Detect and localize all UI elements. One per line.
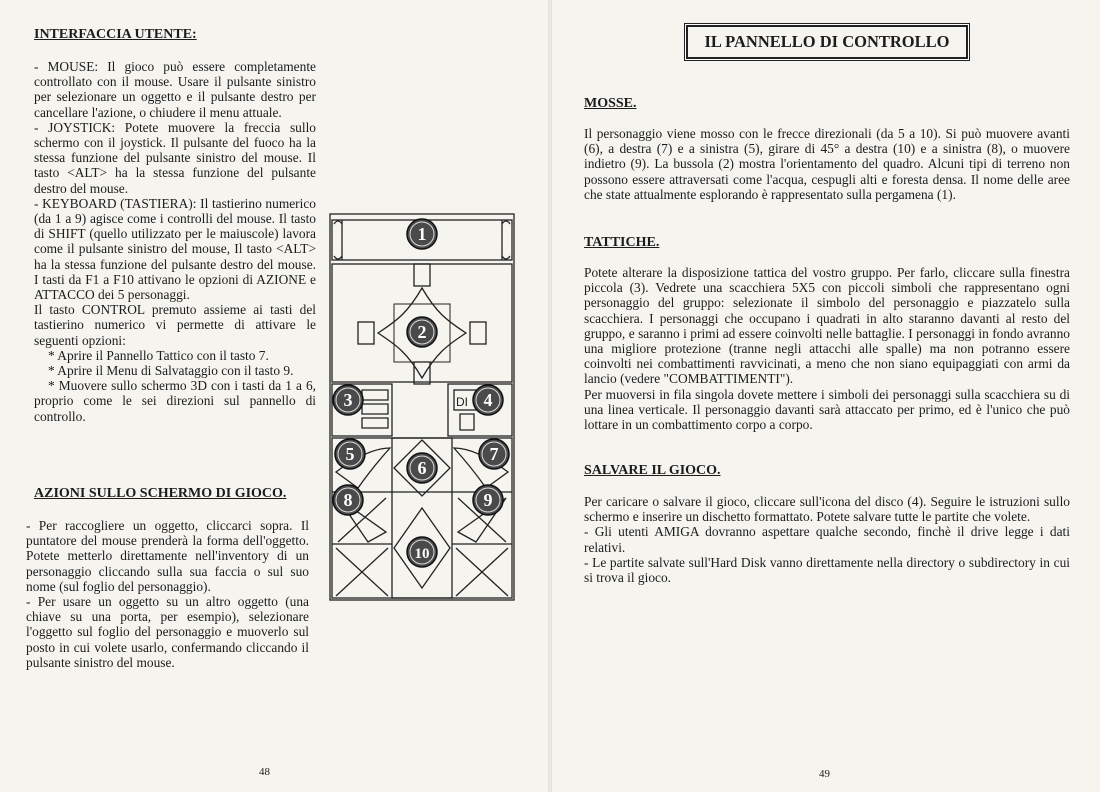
- moves-paragraph: Il personaggio viene mosso con le frecce direzionali (da 5 a 10). Si può muovere avanti (6), a destra (7) e a sinistra (5), girare di 45° a destra (10) e a sinistra (8), o muovere indietro (9). La bussola (2) mostra l'orientamento del quadro. Alcuni tipi di terreno non possono essere attraversati come l'acqua, cespugli alti e foresta densa. Il nome delle aree che state attualmente esplorando è rappresentato sulla pergamena (1).: [584, 126, 1070, 202]
- interface-text: [34, 59, 316, 424]
- diagram-label-8: [333, 485, 363, 515]
- diagram-label-6: [407, 453, 437, 483]
- tactics-paragraph: Potete alterare la disposizione tattica del vostro gruppo. Per farlo, cliccare sulla finestra piccola (3). Vedrete una scacchiera 5X5 con piccoli simboli che rappresentano ogni personaggio del gruppo: selezionate il simbolo del personaggio e piazzatelo sulla scacchiera. I personaggi che occupano i quadrati in alto staranno davanti al resto del gruppo, e saranno i primi ad essere coinvolti nelle battaglie. I personaggi in fondo avranno una migliore protezione (tranne negli attacchi alle spalle) ma non potranno essere coinvolti nei combattimenti ravvicinati, a meno che non siano equipaggiati con armi da lancio (vedere "COMBATTIMENTI").: [584, 265, 1070, 387]
- left-page: [0, 0, 548, 792]
- moves-text: [584, 126, 1070, 202]
- diagram-label-5: [335, 439, 365, 469]
- heading-interface: INTERFACCIA UTENTE:: [34, 27, 197, 42]
- tactics-paragraph-2: Per muoversi in fila singola dovete mettere i simboli dei personaggi sulla scacchiera su di una linea verticale. Il personaggio davanti sarà attaccato per primo, ed è l'unico che può lottare in un combattimento corpo a corpo.: [584, 386, 1070, 433]
- control-panel-diagram: [328, 212, 518, 604]
- west-marker: [358, 322, 374, 344]
- heading-actions: AZIONI SULLO SCHERMO DI GIOCO.: [34, 486, 287, 501]
- page-number-right: 49: [819, 768, 830, 780]
- diagram-label-2: [407, 317, 437, 347]
- page-title: IL PANNELLO DI CONTROLLO: [704, 32, 950, 51]
- svg-text:9: 9: [483, 490, 493, 510]
- save-paragraph-amiga: - Gli utenti AMIGA dovranno aspettare qualche secondo, finchè il drive legge i dati relativi.: [584, 524, 1070, 555]
- diagram-label-9: [473, 485, 503, 515]
- save-text: [584, 494, 1070, 585]
- tactics-text: [584, 265, 1070, 432]
- option-item: * Muovere sullo schermo 3D con i tasti da 1 a 6, proprio come le sei direzioni sul pannello di controllo.: [34, 378, 316, 424]
- north-marker: [414, 264, 430, 286]
- svg-text:10: 10: [414, 546, 430, 562]
- heading-tactics: TATTICHE.: [584, 235, 660, 250]
- heading-save: SALVARE IL GIOCO.: [584, 463, 721, 478]
- pickup-paragraph: - Per raccogliere un oggetto, cliccarci sopra. Il puntatore del mouse prenderà la forma dell'oggetto. Potete metterlo direttamente nell'inventory di un personaggio cliccando sulla sua faccia o sul suo nome (sul foglio del personaggio).: [26, 518, 309, 594]
- actions-text: [26, 518, 309, 670]
- svg-text:3: 3: [343, 390, 353, 410]
- control-paragraph: Il tasto CONTROL premuto assieme ai tasti del tastierino numerico vi permette di attivare le seguenti opzioni:: [34, 302, 316, 348]
- joystick-paragraph: - JOYSTICK: Potete muovere la freccia sullo schermo con il joystick. Il pulsante del fuoco ha la stessa funzione del pulsante sinistro del mouse. Il tasto <ALT> ha la stessa funzione del pulsante destro del mouse.: [34, 119, 316, 196]
- diagram-label-1: [407, 219, 437, 249]
- east-marker: [470, 322, 486, 344]
- option-item: * Aprire il Menu di Salvataggio con il tasto 9.: [48, 363, 294, 379]
- diagram-label-3: [333, 385, 363, 415]
- diagram-label-7: [479, 439, 509, 469]
- page-number-left: 48: [259, 766, 270, 778]
- svg-text:4: 4: [483, 390, 493, 410]
- option-item: * Aprire il Pannello Tattico con il tasto 7.: [48, 347, 269, 363]
- heading-moves: MOSSE.: [584, 96, 637, 111]
- diagram-label-10: [407, 537, 437, 567]
- svg-text:1: 1: [417, 224, 427, 244]
- svg-text:5: 5: [345, 444, 355, 464]
- save-paragraph-hd: - Le partite salvate sull'Hard Disk vanno direttamente nella directory o subdirectory in cui si trova il gioco.: [584, 554, 1070, 586]
- south-marker: [414, 362, 430, 384]
- save-paragraph: Per caricare o salvare il gioco, cliccare sull'icona del disco (4). Seguire le istruzioni sullo schermo e inserire un dischetto formattato. Potete salvare tutte le partite che volete.: [584, 494, 1070, 525]
- disk-label: DI: [456, 395, 468, 409]
- diagram-label-4: [473, 385, 503, 415]
- use-paragraph: - Per usare un oggetto su un altro oggetto (una chiave su una porta, per esempio), selezionare l'oggetto sul foglio del personaggio e muoverlo sul posto in cui volete usarlo, confermando cliccando il pulsante sinistro del mouse.: [26, 594, 309, 670]
- right-page: [552, 0, 1100, 792]
- svg-text:8: 8: [343, 490, 353, 510]
- mouse-paragraph: - MOUSE: Il gioco può essere completamente controllato con il mouse. Usare il pulsante sinistro per selezionare un oggetto e il pulsante destro per cancellare l'azione, o chiudere il menu attuale.: [34, 59, 316, 120]
- title-box: [686, 25, 968, 59]
- svg-text:7: 7: [489, 444, 499, 464]
- keyboard-paragraph: - KEYBOARD (TASTIERA): Il tastierino numerico (da 1 a 9) agisce come i controlli del mouse. Il tasto di SHIFT (quello utilizzato per le maiuscole) lavora come il pulsante sinistro del mouse, Il tasto <ALT> ha la stessa funzione del pulsante destro del mouse. I tasti da F1 a F10 attivano le opzioni di AZIONE e ATTACCO dei 5 personaggi.: [34, 195, 316, 303]
- svg-text:2: 2: [417, 322, 427, 342]
- svg-text:6: 6: [417, 458, 427, 478]
